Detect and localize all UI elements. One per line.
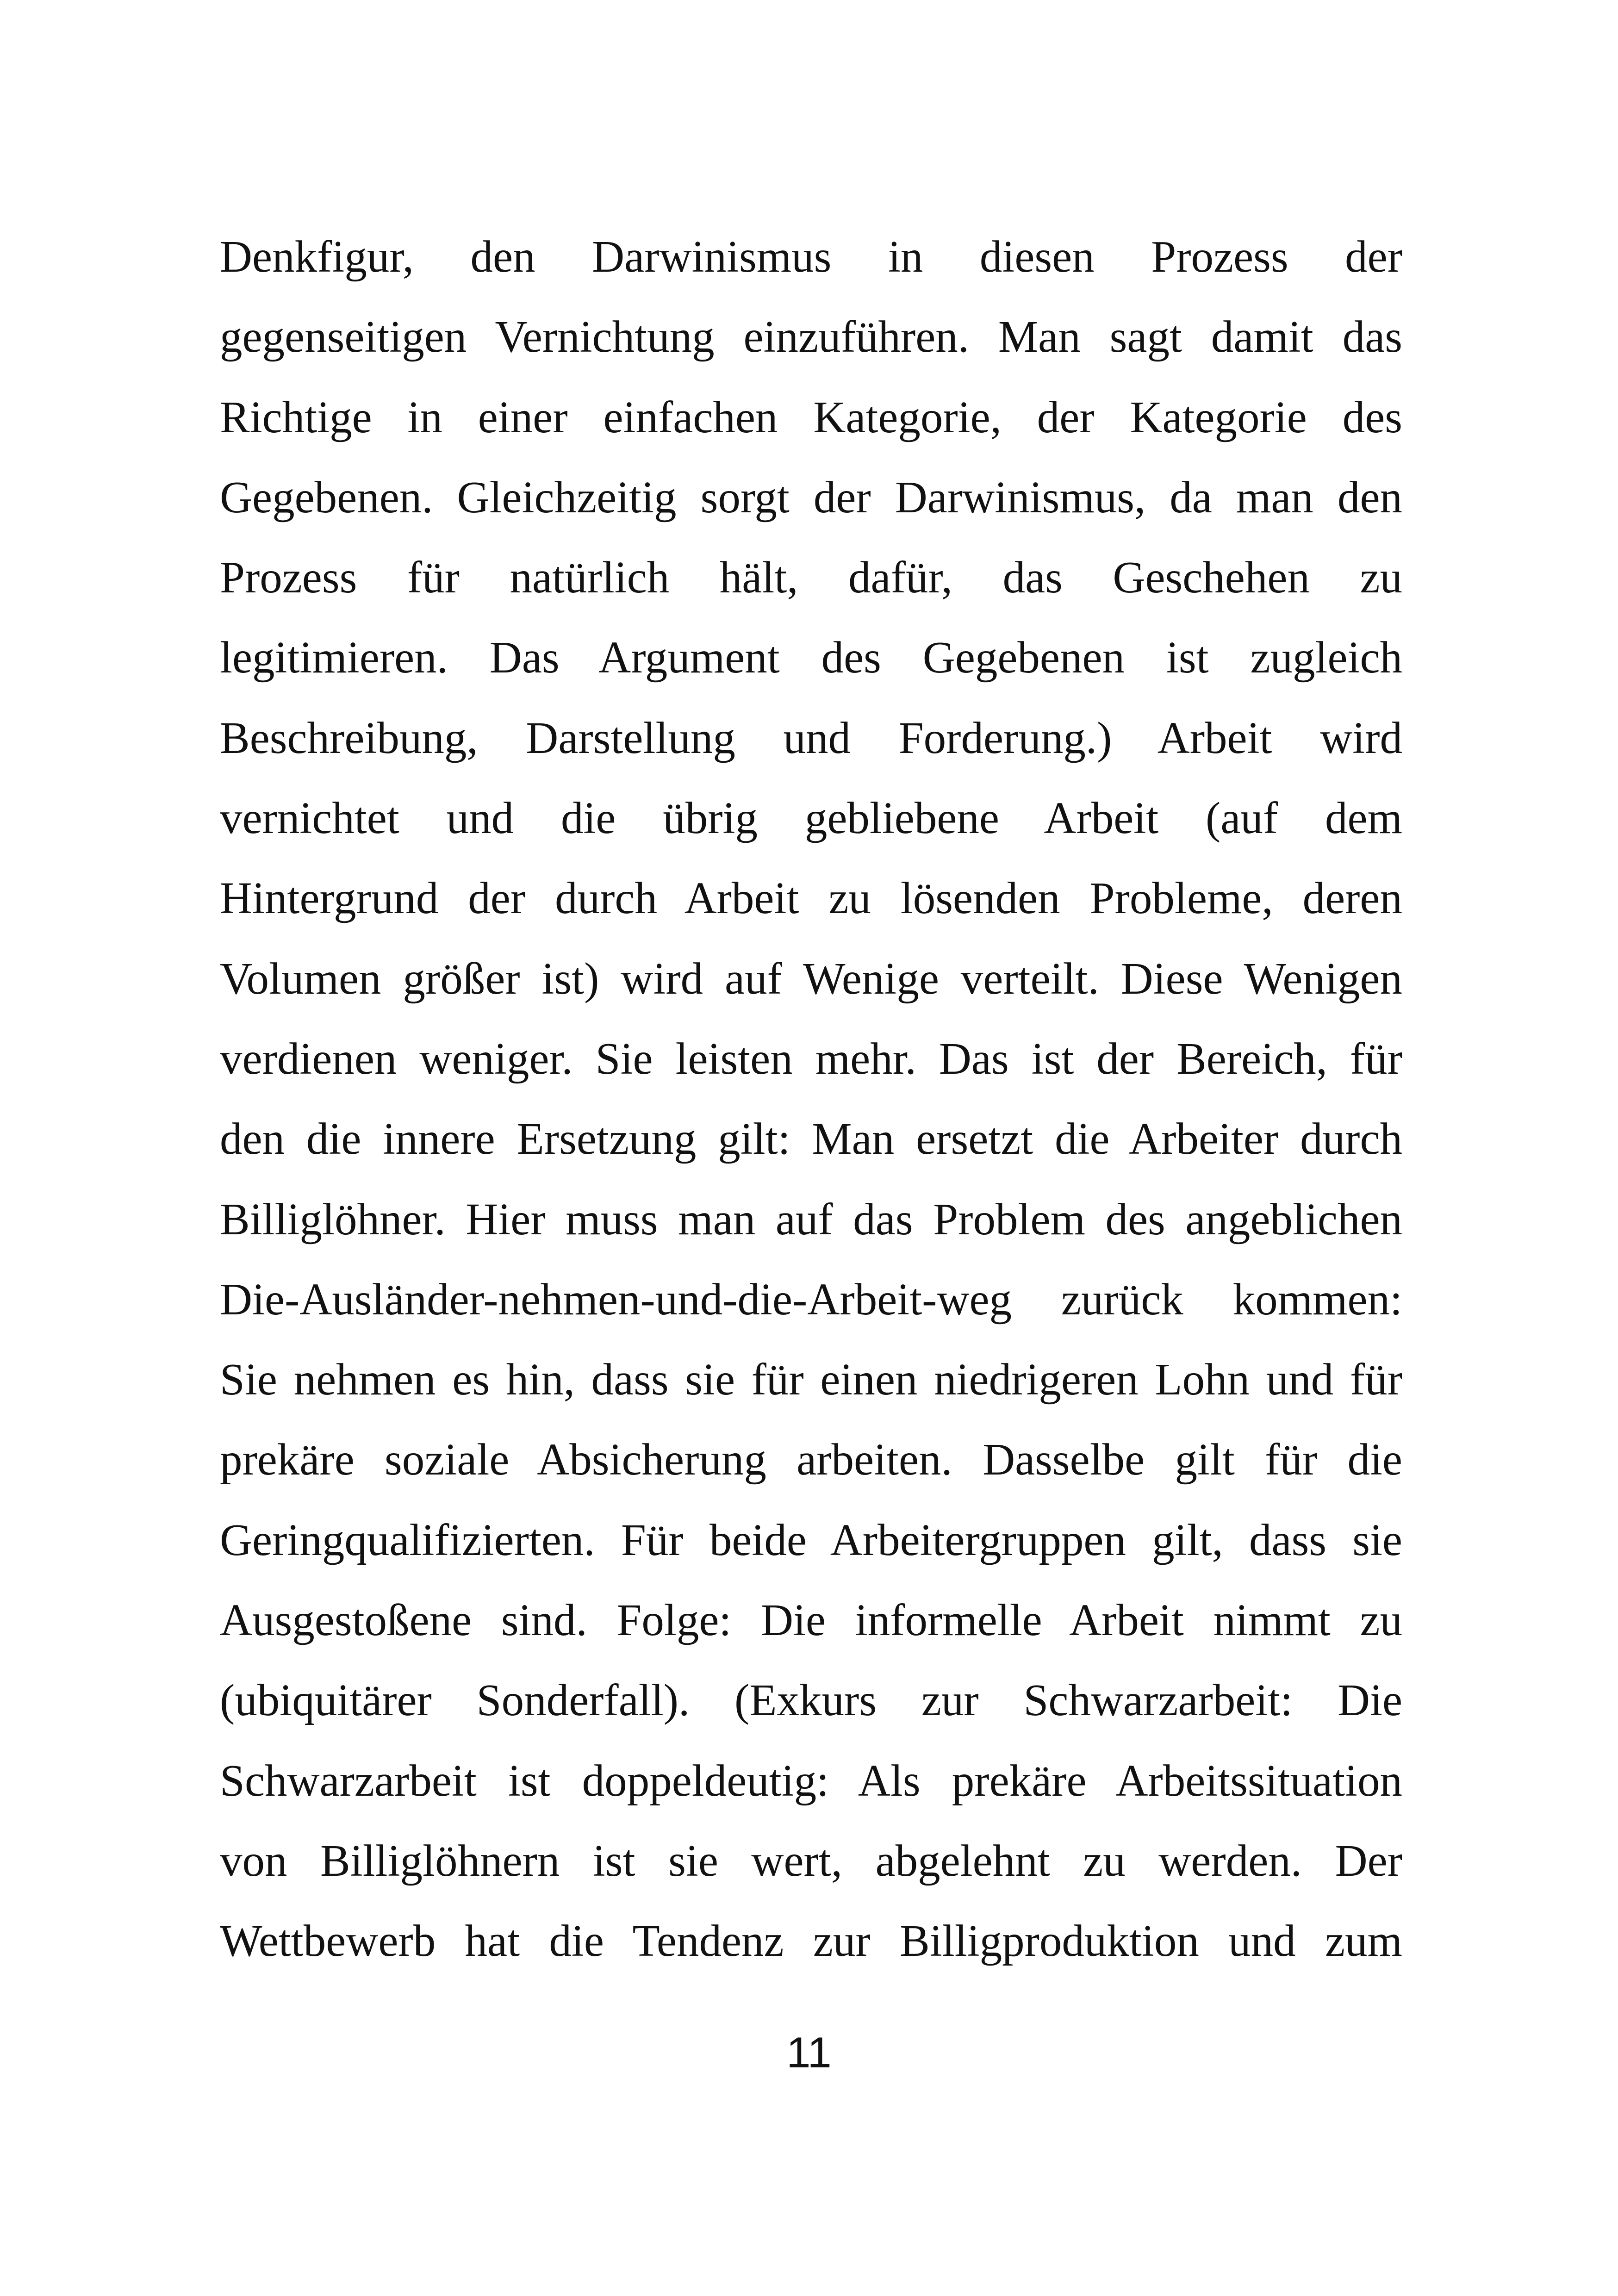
text-line: von Billiglöhnern ist sie wert, abgelehnt zu werden. Der (220, 1836, 1402, 1885)
text-line: den die innere Ersetzung gilt: Man ersetzt die Arbeiter durch (220, 1114, 1402, 1164)
text-line: Denkfigur, den Darwinismus in diesen Prozess der (220, 232, 1402, 281)
text-line: Volumen größer ist) wird auf Wenige verteilt. Diese Wenigen (220, 953, 1402, 1003)
body-paragraph (220, 217, 1402, 1981)
text-line: Richtige in einer einfachen Kategorie, der Kategorie des (220, 392, 1402, 442)
text-line: Die-Ausländer-nehmen-und-die-Arbeit-weg zurück kommen: (220, 1274, 1402, 1324)
text-line: Geringqualifizierten. Für beide Arbeitergruppen gilt, dass sie (220, 1515, 1402, 1565)
text-line: verdienen weniger. Sie leisten mehr. Das ist der Bereich, für (220, 1033, 1402, 1083)
text-line: legitimieren. Das Argument des Gegebenen ist zugleich (220, 633, 1402, 683)
text-line: Hintergrund der durch Arbeit zu lösenden Probleme, deren (220, 873, 1402, 923)
text-line: gegenseitigen Vernichtung einzuführen. Man sagt damit das (220, 312, 1402, 362)
text-line: Schwarzarbeit ist doppeldeutig: Als prekäre Arbeitssituation (220, 1755, 1402, 1805)
text-line: Prozess für natürlich hält, dafür, das Geschehen zu (220, 553, 1402, 603)
text-line: Billiglöhner. Hier muss man auf das Problem des angeblichen (220, 1194, 1402, 1244)
text-line: Beschreibung, Darstellung und Forderung.) Arbeit wird (220, 713, 1402, 763)
text-line: Ausgestoßene sind. Folge: Die informelle Arbeit nimmt zu (220, 1595, 1402, 1645)
text-line: prekäre soziale Absicherung arbeiten. Dasselbe gilt für die (220, 1435, 1402, 1485)
text-line: Wettbewerb hat die Tendenz zur Billigproduktion und zum (220, 1916, 1402, 1966)
text-line: (ubiquitärer Sonderfall). (Exkurs zur Schwarzarbeit: Die (220, 1675, 1402, 1725)
text-line: Gegebenen. Gleichzeitig sorgt der Darwinismus, da man den (220, 472, 1402, 522)
text-line: Sie nehmen es hin, dass sie für einen niedrigeren Lohn und für (220, 1355, 1402, 1405)
text-line: vernichtet und die übrig gebliebene Arbeit (auf dem (220, 793, 1402, 843)
page-number: 11 (786, 2028, 832, 2077)
